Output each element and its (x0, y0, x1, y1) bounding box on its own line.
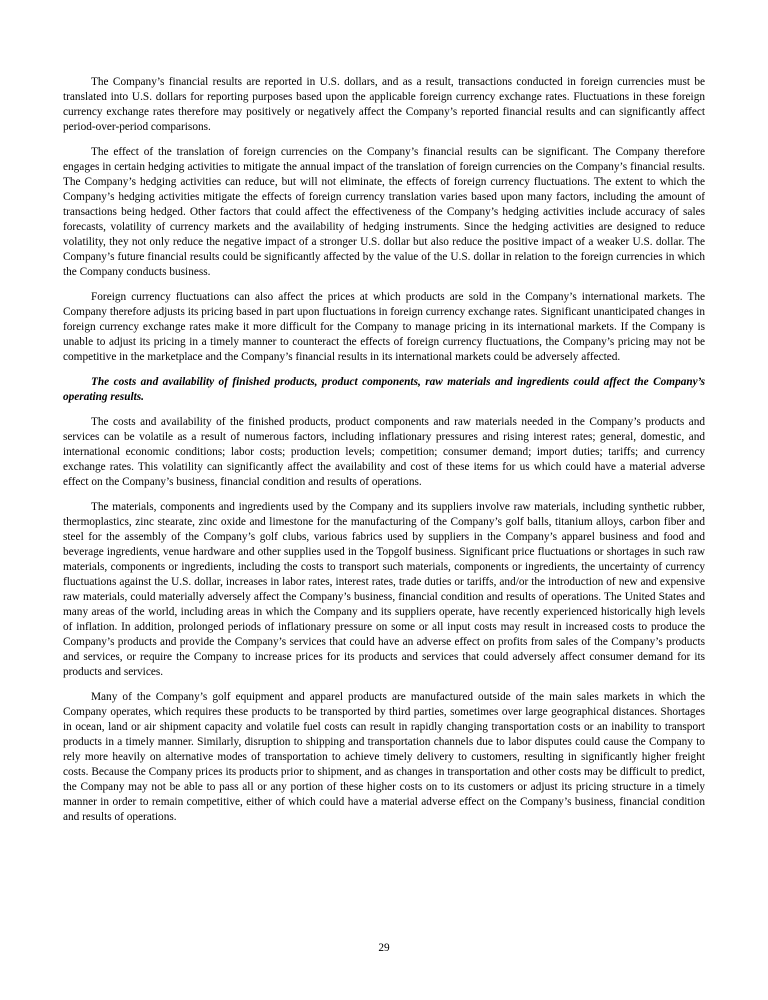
paragraph-costs-volatility: The costs and availability of the finished products, product components and raw materials needed in the Company’s products and services can be volatile as a result of numerous factors, including inflationary pressures and rising interest rates; general, domestic, and international economic conditions; labor costs; production levels; competition; consumer demand; import duties; tariffs; and currency exchange rates. This volatility can significantly affect the availability and cost of these items for us which could have a material adverse effect on the Company’s business, financial condition and results of operations. (63, 416, 705, 488)
paragraph-transportation: Many of the Company’s golf equipment and apparel products are manufactured outside of the main sales markets in which the Company operates, which requires these products to be transported by third parties, sometimes over large geographical distances. Shortages in ocean, land or air shipment capacity and volatile fuel costs can result in rapidly changing transportation costs or an inability to transport products in a timely manner. Similarly, disruption to shipping and transportation channels due to labor disputes could cause the Company to rely more heavily on alternative modes of transportation to achieve timely delivery to customers, resulting in significantly higher freight costs. Because the Company prices its products prior to shipment, and as changes in transportation and other costs may be difficult to predict, the Company may not be able to pass all or any portion of these higher costs on to its customers or adjust its pricing structure in a timely manner in order to remain competitive, either of which could have a material adverse effect on the Company’s business, financial condition and results of operations. (63, 691, 705, 823)
paragraph-currency-pricing: Foreign currency fluctuations can also affect the prices at which products are sold in the Company’s international markets. The Company therefore adjusts its pricing based in part upon fluctuations in foreign currency exchange rates. Significant unanticipated changes in foreign currency exchange rates make it more difficult for the Company to manage pricing in its international markets. If the Company is unable to adjust its pricing in a timely manner to counteract the effects of foreign currency fluctuations, the Company’s pricing may not be competitive in the marketplace and the Company’s financial results in its international markets could be adversely affected. (63, 291, 705, 363)
paragraph-foreign-currency-reporting: The Company’s financial results are reported in U.S. dollars, and as a result, transactions conducted in foreign currencies must be translated into U.S. dollars for reporting purposes based upon the applicable foreign currency exchange rates. Fluctuations in these foreign currency exchange rates therefore may positively or negatively affect the Company’s reported financial results and can significantly affect period-over-period comparisons. (63, 76, 705, 133)
paragraph-materials-components: The materials, components and ingredients used by the Company and its suppliers involve raw materials, including synthetic rubber, thermoplastics, zinc stearate, zinc oxide and limestone for the manufacturing of the Company’s golf balls, titanium alloys, carbon fiber and steel for the assembly of the Company’s golf clubs, various fabrics used by suppliers in the Company’s apparel business and food and beverage ingredients, venue hardware and other supplies used in the Topgolf business. Significant price fluctuations or shortages in such raw materials, components or ingredients, including the costs to transport such materials, components or ingredients, the uncertainty of currency fluctuations against the U.S. dollar, increases in labor rates, interest rates, trade duties or tariffs, and/or the introduction of new and expensive raw materials, could materially adversely affect the Company’s business, financial condition and results of operations. The United States and many areas of the world, including areas in which the Company and its suppliers operate, have recently experienced historically high levels of inflation. In addition, prolonged periods of inflationary pressure on some or all input costs may result in increased costs to produce the Company’s products and provide the Company’s services that could have an adverse effect on profits from sales of the Company’s products and services, or require the Company to increase prices for its products and services that could adversely affect consumer demand for its products and services. (63, 501, 705, 678)
page-number: 29 (378, 942, 390, 954)
document-body (63, 75, 705, 835)
paragraph-translation-hedging: The effect of the translation of foreign currencies on the Company’s financial results can be significant. The Company therefore engages in certain hedging activities to mitigate the annual impact of the translation of foreign currencies on the Company’s financial results. The Company’s hedging activities can reduce, but will not eliminate, the effects of foreign currency fluctuations. The extent to which the Company’s hedging activities mitigate the effects of foreign currency translation varies based upon many factors, including the amount of transactions being hedged. Other factors that could affect the effectiveness of the Company’s hedging activities include accuracy of sales forecasts, volatility of currency markets and the availability of hedging instruments. Since the hedging activities are designed to reduce volatility, they not only reduce the negative impact of a stronger U.S. dollar but also reduce the positive impact of a weaker U.S. dollar. The Company’s future financial results could be significantly affected by the value of the U.S. dollar in relation to the foreign currencies in which the Company conducts business. (63, 146, 705, 278)
section-heading-costs-availability: The costs and availability of finished products, product components, raw materials and ingredients could affect the Company’s operating results. (63, 376, 705, 403)
